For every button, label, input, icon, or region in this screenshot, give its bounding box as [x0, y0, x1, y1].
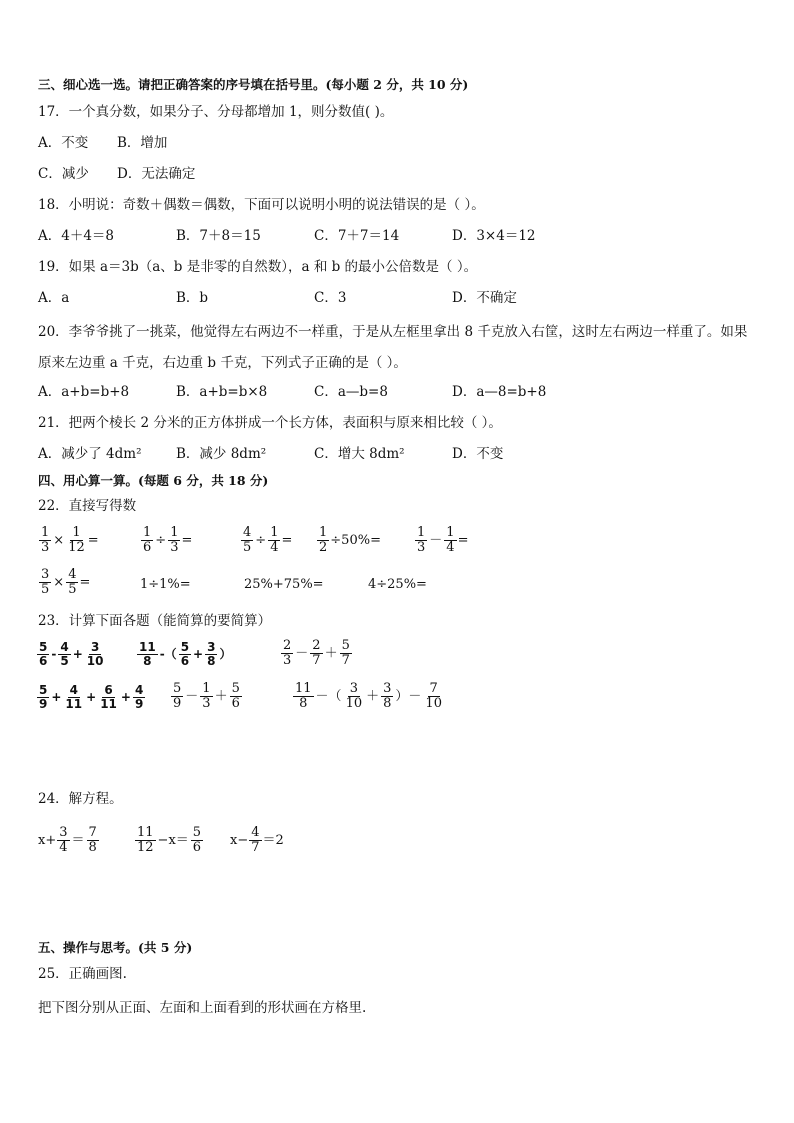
q19-option-d: D．不确定 [452, 290, 517, 306]
q24-equation-2: 11 12 −x＝ 5 6 [137, 825, 202, 855]
q17-option-d: D．无法确定 [117, 166, 196, 182]
question-19-stem: 19．如果 a＝3b（a、b 是非零的自然数），a 和 b 的最小公倍数是（ ）。 [38, 259, 478, 275]
section-3-title: 三、细心选一选。请把正确答案的序号填在括号里。(每小题 2 分，共 10 分) [38, 77, 469, 92]
question-23-stem: 23．计算下面各题（能简算的要简算） [38, 613, 272, 629]
q18-option-a: A．4＋4＝8 [38, 228, 115, 244]
section-5-title: 五、操作与思考。(共 5 分) [38, 940, 193, 955]
q20-option-c: C．a—b=8 [314, 384, 388, 400]
q22-expr-5: 1 3 － $\frac{1}{4}$ = [417, 525, 469, 555]
question-18-stem: 18．小明说：奇数＋偶数＝偶数，下面可以说明小明的说法错误的是（ ）。 [38, 197, 485, 213]
q19-option-c: C．3 [314, 290, 347, 306]
q22-expr-3: $\frac{4}{5}$ ÷ $\frac{1}{4}$ = [243, 525, 293, 555]
q23-expr-2b: 5 9 － 1 3 ＋ 5 6 [173, 681, 240, 711]
q23-expr-1c: 2 3 － 2 7 ＋ 5 7 [283, 638, 350, 668]
q21-option-a: A．减少了 4dm² [38, 446, 142, 462]
q21-option-d: D．不变 [452, 446, 504, 462]
q22-expr-6: $\frac{3}{5}$ × $\frac{4}{5}$ = [41, 567, 91, 597]
q22-expr-7: 1÷1%= [140, 577, 191, 592]
q22-expr-2: $\frac{1}{6}$ ÷ $\frac{1}{3}$ = [143, 525, 193, 555]
q24-equation-1: x+ $\frac{3}{4}$ ＝ 7 8 [38, 825, 97, 855]
q23-expr-1a: 5 6 - 4 5 + $\frac{3}{10}$ [39, 640, 104, 668]
q20-option-b: B．a+b=b×8 [176, 384, 268, 400]
q23-expr-2a: 5 9 + $\frac{4}{11}$ + $\frac{6}{11}$ + $\frac{4}{9}$ [39, 683, 144, 711]
q17-option-c: C．减少 [38, 166, 89, 182]
question-20-stem: 20．李爷爷挑了一挑菜，他觉得左右两边不一样重，于是从左框里拿出 8 千克放入右筐，这时左右两边一样重了。如果原来左边重 a 千克，右边重 b 千克，下列式子正确的是（ ）。 [38, 324, 748, 371]
q19-option-a: A．a [38, 290, 70, 306]
question-17-stem: 17．一个真分数，如果分子、分母都增加 1，则分数值( )。 [38, 104, 394, 120]
question-25-instruction: 把下图分别从正面、左面和上面看到的形状画在方格里. [38, 1000, 367, 1016]
question-22-stem: 22．直接写得数 [38, 498, 137, 514]
q21-option-c: C．增大 8dm² [314, 446, 405, 462]
q22-expr-4: $\frac{1}{2}$ ÷50%= [319, 525, 381, 555]
question-24-stem: 24．解方程。 [38, 791, 123, 807]
q22-expr-8: 25%+75%= [244, 577, 324, 592]
q24-equation-3: x− $\frac{4}{7}$ ＝2 [230, 825, 284, 855]
q18-option-c: C．7＋7＝14 [314, 228, 400, 244]
q18-option-d: D．3×4＝12 [452, 228, 536, 244]
q23-expr-1b: 11 8 -（ 5 6 + $\frac{3}{8}$ ） [139, 640, 232, 668]
q23-expr-2c: 11 8 －（ 3 10 ＋ 3 8 ）－ 7 10 [295, 681, 442, 711]
q20-option-d: D．a—8=b+8 [452, 384, 547, 400]
q17-option-a: A．不变 [38, 135, 89, 151]
section-4-title: 四、用心算一算。(每题 6 分，共 18 分) [38, 473, 269, 488]
question-21-stem: 21．把两个棱长 2 分米的正方体拼成一个长方体，表面积与原来相比较（ ）。 [38, 415, 502, 431]
q22-expr-9: 4÷25%= [368, 577, 427, 592]
question-25-stem: 25．正确画图. [38, 966, 127, 982]
q18-option-b: B．7＋8＝15 [176, 228, 261, 244]
q19-option-b: B．b [176, 290, 209, 306]
q22-expr-1: $\frac{1}{3}$ × $\frac{1}{12}$ = [41, 525, 99, 555]
q17-option-b: B．增加 [117, 135, 168, 151]
q20-option-a: A．a+b=b+8 [38, 384, 130, 400]
q21-option-b: B．减少 8dm² [176, 446, 267, 462]
